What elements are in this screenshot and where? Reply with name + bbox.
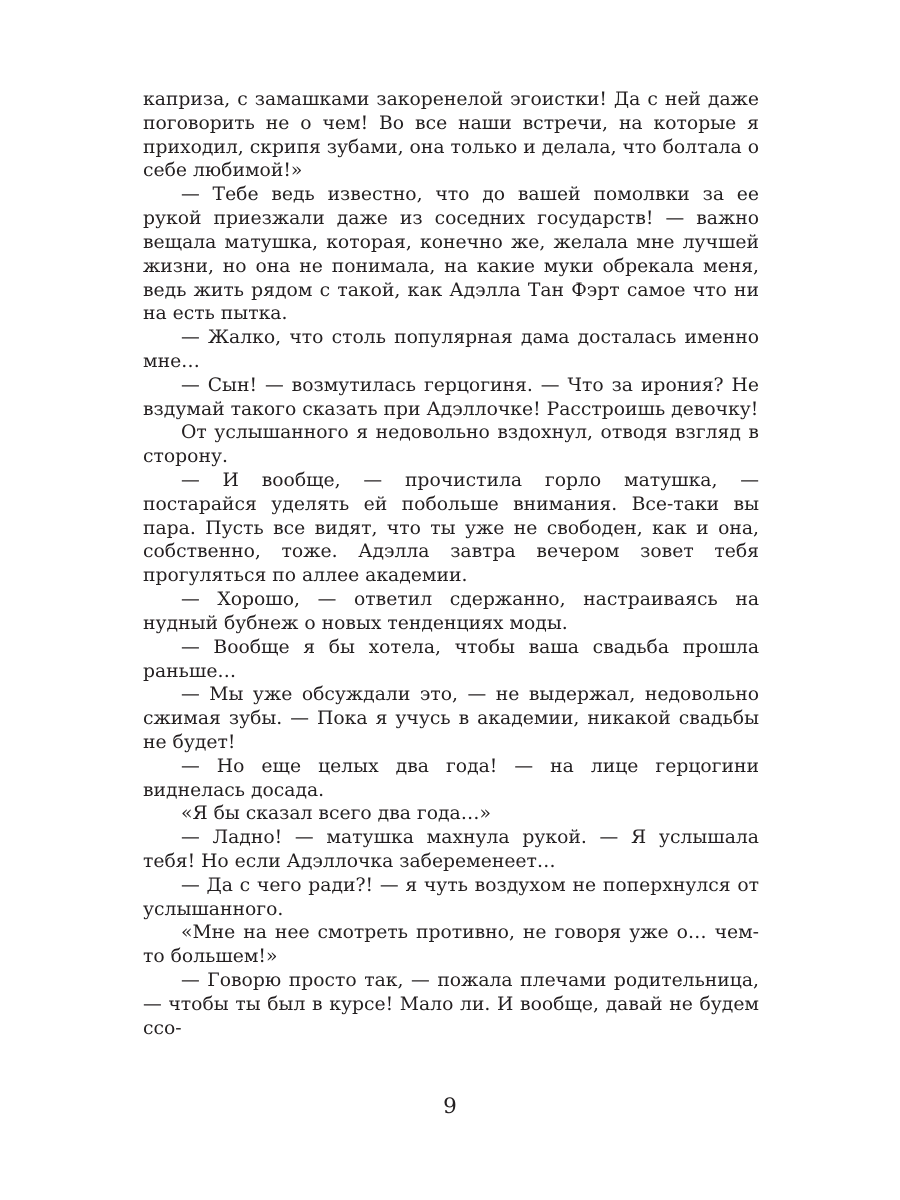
paragraph: От услышанного я недовольно вздохнул, отводя взгляд в сторону. xyxy=(143,422,759,468)
paragraph: — Жалко, что столь популярная дама досталась именно мне… xyxy=(143,327,759,372)
paragraph: — Да с чего ради?! — я чуть воздухом не поперхнулся от услышанного. xyxy=(143,874,759,920)
paragraph: — И вообще, — прочистила горло матушка, — постарайся уделять ей побольше внимания. Все-таки вы пара. Пусть все видят, что ты уже не свободен, как и она, собственно, тоже. Адэлла завтра вечером зовет тебя прогуляться по аллее академии. xyxy=(143,470,759,587)
paragraph: — Сын! — возмутилась герцогиня. — Что за ирония? Не вздумай такого сказать при Адэллочке! Расстроишь девочку! xyxy=(143,374,759,420)
paragraph: «Мне на нее смотреть противно, не говоря уже о… чем-то большем!» xyxy=(143,922,759,968)
body-text xyxy=(143,88,759,1041)
paragraph: — Вообще я бы хотела, чтобы ваша свадьба прошла раньше… xyxy=(143,636,759,682)
paragraph: — Тебе ведь известно, что до вашей помолвки за ее рукой приезжали даже из соседних государств! — важно вещала матушка, которая, конечно же, желала мне лучшей жизни, но она не понимала, на какие муки обрекала меня, ведь жить рядом с такой, как Адэлла Тан Фэрт самое что ни на есть пытка. xyxy=(143,184,759,325)
paragraph: — Ладно! — матушка махнула рукой. — Я услышала тебя! Но если Адэллочка забеременеет… xyxy=(143,827,759,872)
paragraph: каприза, с замашками закоренелой эгоистки! Да с ней даже поговорить не о чем! Во все наши встречи, на которые я приходил, скрипя зубами, она только и делала, что болтала о себе любимой!» xyxy=(143,89,759,182)
paragraph: — Говорю просто так, — пожала плечами родительница, — чтобы ты был в курсе! Мало ли. И вообще, давай не будем ссо- xyxy=(143,970,759,1039)
paragraph: — Но еще целых два года! — на лице герцогини виднелась досада. xyxy=(143,755,759,801)
paragraph: — Мы уже обсуждали это, — не выдержал, недовольно сжимая зубы. — Пока я учусь в академии, никакой свадьбы не будет! xyxy=(143,684,759,753)
paragraph: «Я бы сказал всего два года…» xyxy=(181,803,491,825)
page-number: 9 xyxy=(443,1094,457,1119)
paragraph: — Хорошо, — ответил сдержанно, настраиваясь на нудный бубнеж о новых тенденциях моды. xyxy=(143,589,759,634)
